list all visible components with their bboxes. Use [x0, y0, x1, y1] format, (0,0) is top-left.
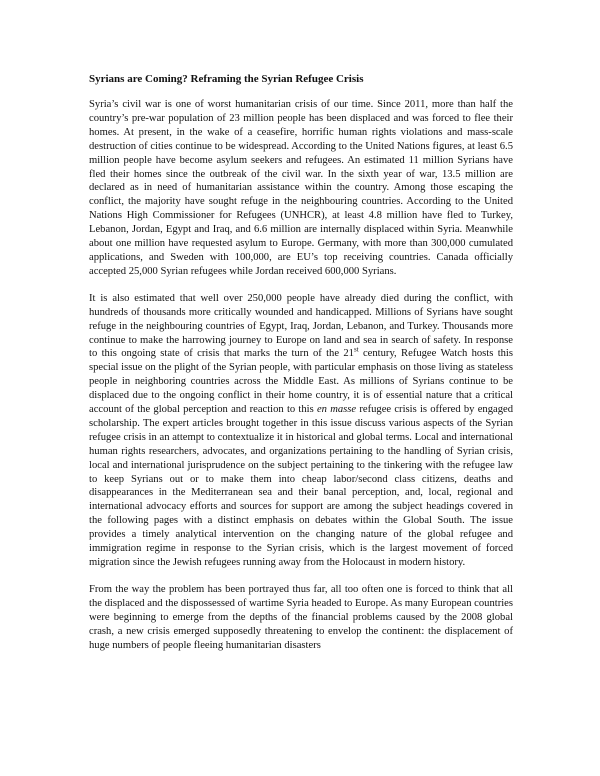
paragraph-3: From the way the problem has been portrayed thus far, all too often one is forced to think that all the displaced and the dispossessed of wartime Syria headed to Europe. As many European countries were beginning to emerge from the depths of the financial problems caused by the 2008 global crash, a new crisis emerged supposedly threatening to envelop the continent: the displacement of huge numbers of people fleeing humanitarian disasters	[89, 583, 513, 651]
paragraph-2-part-3: refugee crisis is offered by engaged scholarship. The expert articles brought together in this issue discuss various aspects of the Syrian refugee crisis in an attempt to contextualize it in historical and global terms. Local and international human rights researchers, advocates, and organizations pertaining to the handling of Syrian crisis, local and international jurisprudence on the subject pertaining to the tinkering with the refugee law to keep Syrians out or to make them into cheap labor/second class citizens, deaths and disappearances in the Mediterranean sea and their banal perception, and, local, regional and international advocacy efforts and sources for support are among the subject headings covered in the following pages with a distinct emphasis on debates within the Global South. The issue provides a timely analytical intervention on the changing nature of the global refugee and immigration regime in response to the Syrian crisis, which is the largest movement of forced migration since the Jewish refugees running away from the Holocaust in modern history.	[89, 404, 514, 568]
paragraph-2	[89, 292, 513, 570]
paragraph-1: Syria’s civil war is one of worst humanitarian crisis of our time. Since 2011, more than half the country’s pre-war population of 23 million people has been displaced and was forced to flee their homes. At present, in the wake of a ceasefire, horrific human rights violations and mass-scale destruction of cities continue to be widespread. According to the United Nations figures, at least 6.5 million people have become asylum seekers and refugees. An estimated 11 million Syrians have fled their homes since the outbreak of the civil war. In the sixth year of war, 13.5 million are declared as in need of humanitarian assistance within the country. Among those escaping the conflict, the majority have sought refuge in the neighbouring countries. According to the United Nations High Commissioner for Refugees (UNHCR), at least 4.8 million have fled to Turkey, Lebanon, Jordan, Egypt and Iraq, and 6.6 million are internally displaced within Syria. Meanwhile about one million have requested asylum to Europe. Germany, with more than 300,000 cumulated applications, and Sweden with 100,000, are EU’s top receiving countries. Canada officially accepted 25,000 Syrian refugees while Jordan received 600,000 Syrians.	[89, 99, 513, 277]
ordinal-suffix: st	[353, 345, 359, 354]
document-title: Syrians are Coming? Reframing the Syrian Refugee Crisis	[89, 73, 364, 85]
paragraph-2-part-1: It is also estimated that well over 250,000 people have already died during the conflict, with hundreds of thousands more critically wounded and handicapped. Millions of Syrians have sought refuge in the neighbouring countries of Egypt, Iraq, Jordan, Lebanon, and Turkey. Thousands more continue to make the harrowing journey to Europe on land and sea in search of safety. In response to this ongoing state of crisis that marks the turn of the 21	[89, 292, 513, 360]
paragraph-2-part-2: century, Refugee Watch hosts this special issue on the plight of the Syrian people, with particular emphasis on those living as stateless people in neighboring countries across the Middle East. As millions of Syrians continue to be displaced due to the ongoing conflict in their home country, it is of essential nature that a critical account of the global perception and reaction to this	[89, 348, 513, 416]
italic-phrase: en masse	[316, 404, 357, 416]
